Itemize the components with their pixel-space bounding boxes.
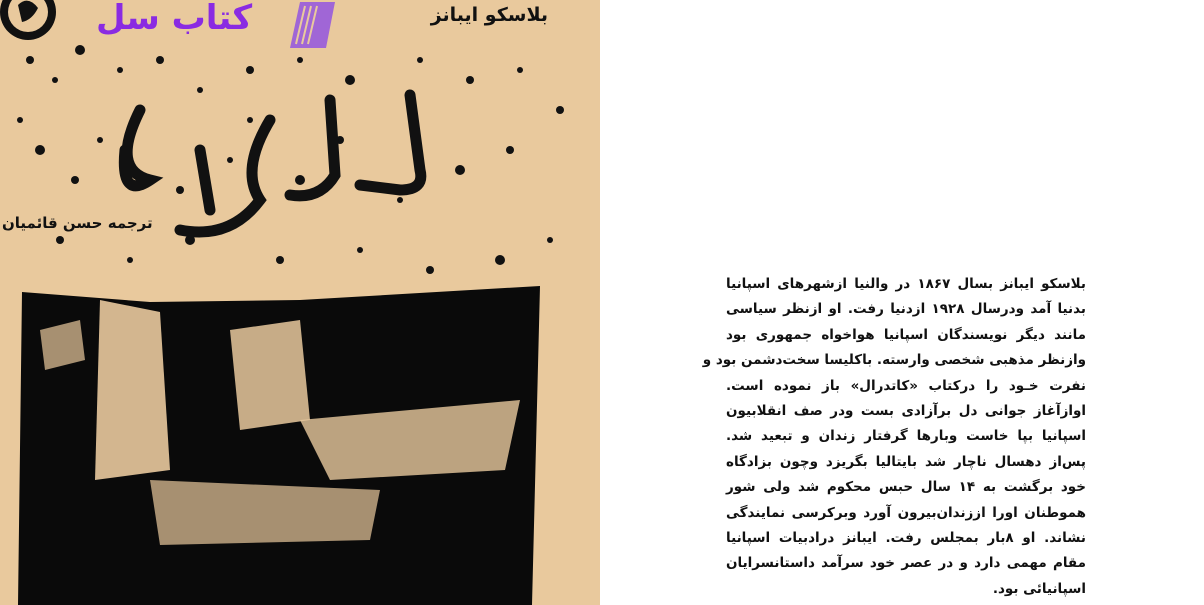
text-line: پس‌از دهسال ناچار شد بایتالیا بگریزد وچون بزادگاه — [726, 453, 1086, 470]
text-line: نفرت خـود را درکتاب «کاتدرال» باز نموده است. — [726, 377, 1086, 394]
text-line: اسپانیا بپا خاست وبارها گرفتار زندان و تبعید شد. — [726, 428, 1086, 445]
watermark-brand: کتاب سل — [96, 0, 253, 38]
author-name: بلاسکو ایبانز — [430, 4, 548, 26]
text-line: مانند دیگر نویسندگان اسپانیا هواخواه جمهوری بود — [726, 326, 1086, 343]
text-line: مقام مهمی دارد و در عصر خود سرآمد داستانسرایان — [726, 555, 1086, 572]
cover-title-calligraphy — [124, 95, 421, 232]
book-front-cover — [0, 0, 600, 605]
text-line: اوازآغاز جوانی دل برآزادی بست ودر صف انقلابیون — [726, 403, 1086, 420]
back-cover-text — [702, 272, 1086, 602]
text-line: خود برگشت به ۱۴ سال حبس محکوم شد ولی شور — [726, 479, 1086, 496]
translator-credit: ترجمه حسن قائمیان — [2, 214, 153, 232]
cover-artwork — [0, 0, 600, 605]
text-line: وازنظر مذهبی شخصی وارسته. باکلیسا سخت‌دشمن بود و — [702, 352, 1086, 369]
text-line: بلاسکو ایبانز بسال ۱۸۶۷ در والنیا ازشهرهای اسپانیا — [726, 276, 1086, 292]
text-line: هموطنان اورا اززندان‌بیرون آورد وبرکرسی نمایندگی — [726, 504, 1086, 521]
text-line: بدنیا آمد ودرسال ۱۹۲۸ ازدنیا رفت. او ازنظر سیاسی — [726, 301, 1086, 318]
cover-texture — [17, 45, 564, 274]
book-logo-icon — [290, 2, 335, 48]
text-line: اسپانیائی بود. — [992, 580, 1086, 597]
text-line: نشاند. او ۸بار بمجلس رفت. ایبانز درادبیات اسپانیا — [726, 530, 1086, 547]
